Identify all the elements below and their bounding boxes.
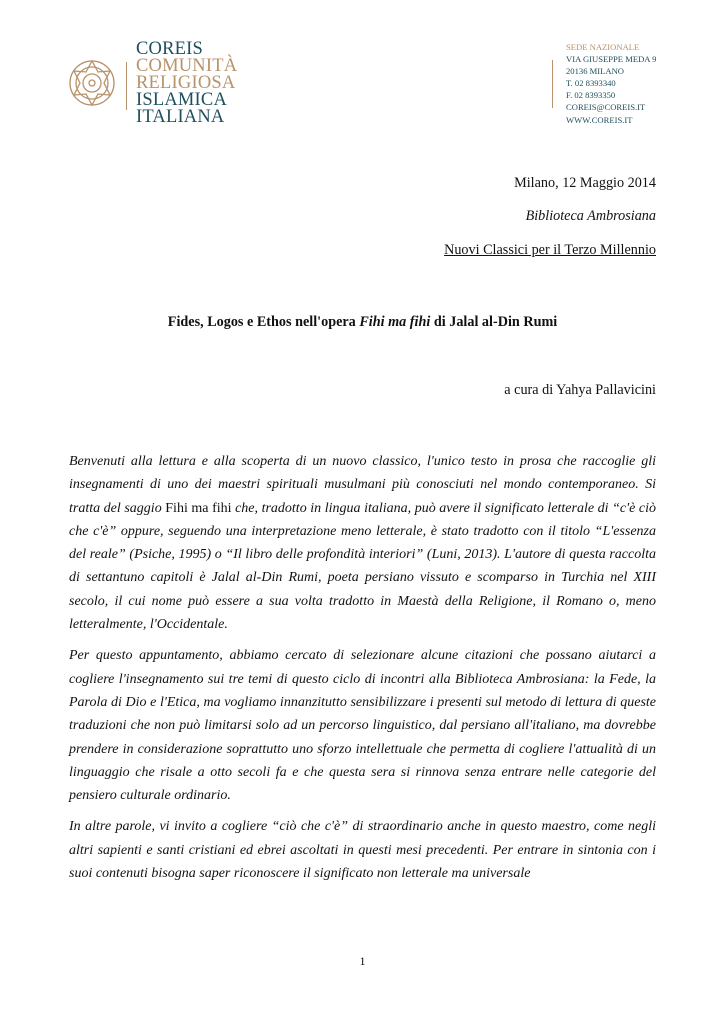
logo-line: COMUNITÀ xyxy=(136,56,238,76)
paragraph: In altre parole, vi invito a cogliere “ciò che c'è” di straordinario anche in questo maestro, come negli altri sapienti e santi cristiani ed ebrei ascoltati in questi mesi precedenti. Per entrare in sintonia con i suoi contenuti bisogna saper riconoscere il significato non letterale ma universale xyxy=(69,819,656,882)
logo-line: RELIGIOSA xyxy=(136,73,236,93)
address-line: WWW.COREIS.IT xyxy=(566,114,633,125)
logo-wordmark xyxy=(136,41,237,126)
document-venue: Biblioteca Ambrosiana xyxy=(525,208,656,224)
document-series: Nuovi Classici per il Terzo Millennio xyxy=(444,242,656,258)
address-divider xyxy=(552,60,553,108)
paragraph-text: che, tradotto in lingua italiana, può avere il significato letterale di “c'è ciò che c'è” oppure, seguendo una interpretazione meno letterale, è stato tradotto con il titolo “L'essenza del reale” (Psiche, 1995) o “Il libro delle profondità interiori” (Luni, 2013). L'autore di questa raccolta di settantuno capitoli è Jalal al-Din Rumi, poeta persiano vissuto e scomparso in Turchia nel XIII secolo, il cui nome può essere a sua volta tradotto in Maestà della Religione, il Romano o, meno letteralmente, l'Occidentale. xyxy=(69,500,656,633)
address-line: F. 02 8393350 xyxy=(566,90,616,101)
document-title xyxy=(0,314,725,331)
title-suffix: di Jalal al-Din Rumi xyxy=(430,314,558,330)
address-line: VIA GIUSEPPE MEDA 9 xyxy=(566,54,657,65)
logo-line: COREIS xyxy=(136,39,203,59)
document-author: a cura di Yahya Pallavicini xyxy=(504,382,656,398)
address-block xyxy=(566,41,656,126)
logo-line: ISLAMICA xyxy=(136,90,228,110)
address-line: COREIS@COREIS.IT xyxy=(566,102,646,113)
paragraph-text: Benvenuti alla lettura e alla scoperta di un nuovo classico, l'unico testo in prosa che raccoglie gli insegnamenti di uno dei maestri spirituali musulmani più conosciuti nel mondo contemporaneo. Si tratta del saggio xyxy=(69,454,656,516)
document-body xyxy=(69,450,656,893)
title-prefix: Fides, Logos e Ethos nell'opera xyxy=(167,314,360,330)
coreis-logo-emblem-icon xyxy=(66,58,118,108)
address-heading: SEDE NAZIONALE xyxy=(566,42,640,52)
page-number: 1 xyxy=(359,954,366,968)
address-line: 20136 MILANO xyxy=(566,66,625,77)
document-date: Milano, 12 Maggio 2014 xyxy=(514,175,656,191)
address-line: T. 02 8393340 xyxy=(566,78,616,89)
title-work: Fihi ma fihi xyxy=(359,314,431,330)
paragraph xyxy=(69,450,656,636)
work-name: Fihi ma fihi xyxy=(165,500,232,516)
logo-line: ITALIANA xyxy=(136,107,225,127)
paragraph: Per questo appuntamento, abbiamo cercato di selezionare alcune citazioni che possano aiutarci a cogliere l'insegnamento sui tre temi di questo ciclo di incontri alla Biblioteca Ambrosiana: la Fede, la Parola di Dio e l'Etica, ma vogliamo innanzitutto sensibilizzare i presenti sul metodo di lettura di queste traduzioni che non può limitarsi solo ad un percorso linguistico, dal persiano all'italiano, ma dovrebbe prendere in considerazione soprattutto uno sforzo intellettuale che permetta di cogliere l'attualità di un linguaggio che risale a otto secoli fa e che questa sera si rinnova senza entrare nelle categorie del pensiero culturale ordinario. xyxy=(69,648,656,804)
logo-divider xyxy=(126,62,127,110)
